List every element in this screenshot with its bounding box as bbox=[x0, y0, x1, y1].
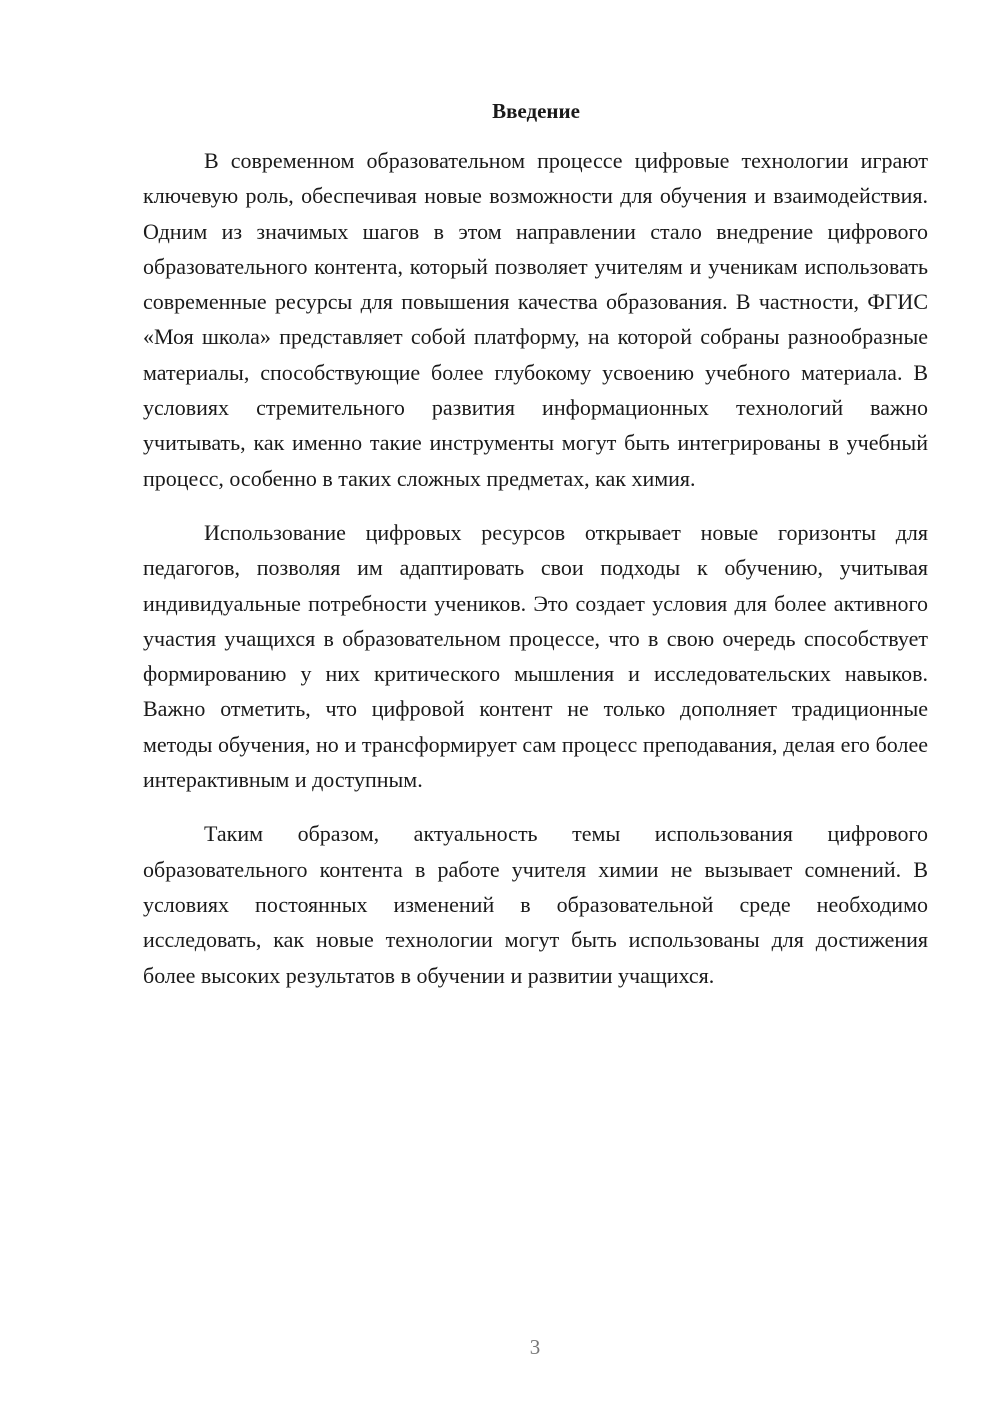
paragraph-1: В современном образовательном процессе цифровые технологии играют ключевую роль, обеспечивая новые возможности для обучения и взаимодействия. Одним из значимых шагов в этом направлении стало внедрение цифрового образовательного контента, который позволяет учителям и ученикам использовать современные ресурсы для повышения качества образования. В частности, ФГИС «Моя школа» представляет собой платформу, на которой собраны разнообразные материалы, способствующие более глубокому усвоению учебного материала. В условиях стремительного развития информационных технологий важно учитывать, как именно такие инструменты могут быть интегрированы в учебный процесс, особенно в таких сложных предметах, как химия. bbox=[143, 148, 928, 491]
paragraph-2: Использование цифровых ресурсов открывает новые горизонты для педагогов, позволяя им адаптировать свои подходы к обучению, учитывая индивидуальные потребности учеников. Это создает условия для более активного участия учащихся в образовательном процессе, что в свою очередь способствует формированию у них критического мышления и исследовательских навыков. Важно отметить, что цифровой контент не только дополняет традиционные методы обучения, но и трансформирует сам процесс преподавания, делая его более интерактивным и доступным. bbox=[143, 519, 928, 793]
body-text bbox=[143, 143, 928, 1012]
page-number: 3 bbox=[529, 1335, 541, 1359]
paragraph-3: Таким образом, актуальность темы использования цифрового образовательного контента в работе учителя химии не вызывает сомнений. В условиях постоянных изменений в образовательной среде необходимо исследовать, как новые технологии могут быть использованы для достижения более высоких результатов в обучении и развитии учащихся. bbox=[143, 821, 928, 988]
section-heading: Введение bbox=[492, 99, 580, 123]
